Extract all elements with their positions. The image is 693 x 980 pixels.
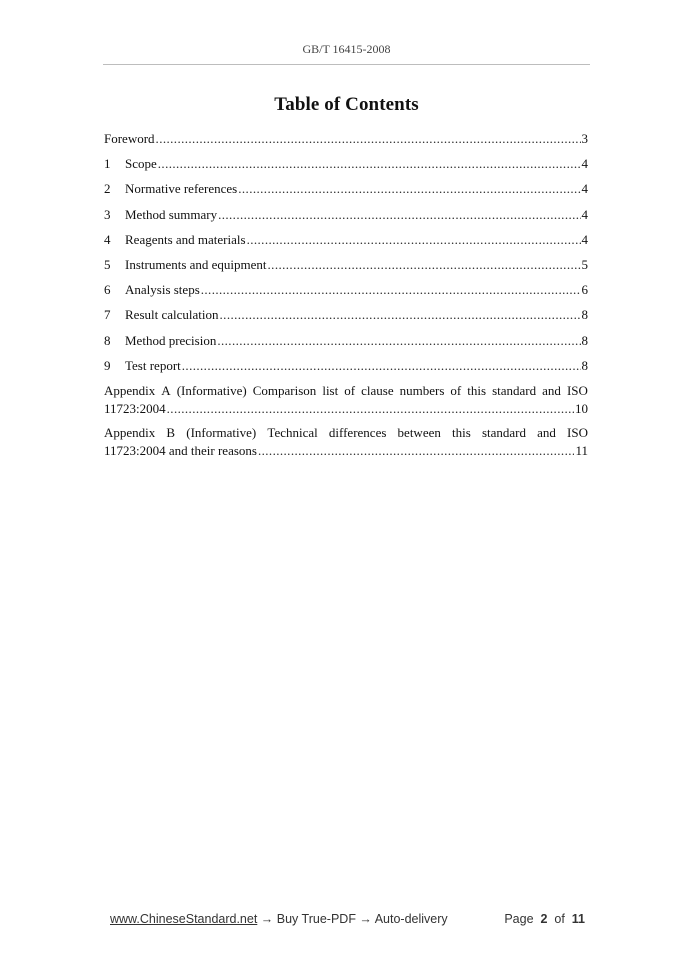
toc-entry-number: 3 bbox=[104, 206, 111, 222]
appendix-title-word: between bbox=[397, 424, 441, 440]
appendix-title-word: standard bbox=[492, 382, 537, 398]
toc-entry-page: 4 bbox=[581, 206, 588, 222]
page-title: Table of Contents bbox=[274, 94, 419, 115]
appendix-title-word: (Informative) bbox=[186, 424, 257, 440]
appendix-title-word: Appendix bbox=[104, 382, 156, 398]
toc-entry-title: Foreword bbox=[104, 131, 155, 146]
toc-entry[interactable] bbox=[104, 231, 588, 256]
toc-entry-title: Method precision bbox=[125, 332, 217, 348]
header-divider bbox=[103, 64, 590, 65]
appendix-title-word: of bbox=[450, 382, 462, 398]
toc-entry[interactable] bbox=[104, 206, 588, 231]
dot-leader bbox=[217, 332, 580, 350]
toc-entry-title: Scope bbox=[125, 156, 157, 172]
toc-entry-page: 4 bbox=[581, 156, 588, 172]
toc-entry-title: Reagents and materials bbox=[125, 231, 246, 247]
appendix-title-line bbox=[104, 382, 588, 400]
toc-entry-number: 7 bbox=[104, 307, 111, 323]
toc-entry[interactable] bbox=[104, 281, 588, 306]
appendix-title-word: B bbox=[166, 424, 176, 440]
toc-entry-number: 2 bbox=[104, 181, 111, 197]
toc-entry-page: 3 bbox=[581, 131, 588, 146]
toc-entry-number: 8 bbox=[104, 332, 111, 348]
appendix-title-word: and bbox=[542, 382, 561, 398]
toc-appendix-entry[interactable] bbox=[104, 424, 588, 461]
dot-leader bbox=[218, 206, 580, 224]
dot-leader bbox=[167, 400, 574, 418]
toc-entry-page: 11 bbox=[575, 442, 588, 458]
toc-entry-page: 10 bbox=[575, 400, 588, 416]
toc-entry-page: 4 bbox=[581, 231, 588, 247]
dot-leader bbox=[247, 231, 581, 249]
toc-entry[interactable] bbox=[104, 357, 588, 382]
appendix-title-continuation: 11723:2004 bbox=[104, 400, 166, 416]
toc-entry[interactable] bbox=[104, 180, 588, 205]
toc-entry-title: Instruments and equipment bbox=[125, 256, 267, 272]
toc-entry-title: Normative references bbox=[125, 181, 238, 197]
toc-entry[interactable] bbox=[104, 155, 588, 180]
toc-entry-number: 5 bbox=[104, 256, 111, 272]
toc-entry-page: 8 bbox=[581, 357, 588, 373]
toc-appendix-entry[interactable] bbox=[104, 382, 588, 419]
appendix-title-word: list bbox=[322, 382, 339, 398]
table-of-contents bbox=[104, 130, 588, 466]
toc-entry-title: Method summary bbox=[125, 206, 218, 222]
appendix-title-word: Appendix bbox=[104, 424, 156, 440]
appendix-title-word: numbers bbox=[399, 382, 445, 398]
toc-entry-page: 6 bbox=[581, 282, 588, 298]
toc-entry-number: 9 bbox=[104, 357, 111, 373]
dot-leader bbox=[220, 306, 581, 324]
toc-entry-number: 4 bbox=[104, 231, 111, 247]
page-number: Page 2 of 11 bbox=[504, 912, 585, 926]
appendix-title-word: Comparison bbox=[252, 382, 317, 398]
toc-entry-number: 1 bbox=[104, 156, 111, 172]
promo-text: → Buy True-PDF → Auto-delivery bbox=[260, 912, 448, 926]
dot-leader bbox=[258, 442, 575, 460]
dot-leader bbox=[182, 357, 581, 375]
appendix-title-word: clause bbox=[361, 382, 394, 398]
appendix-title-word: differences bbox=[328, 424, 387, 440]
toc-entry-page: 4 bbox=[581, 181, 588, 197]
toc-entry[interactable] bbox=[104, 332, 588, 357]
toc-entry-title: Result calculation bbox=[125, 307, 219, 323]
appendix-title-word: of bbox=[344, 382, 356, 398]
appendix-title-word: (Informative) bbox=[176, 382, 247, 398]
toc-entry-title: Analysis steps bbox=[125, 282, 200, 298]
dot-leader bbox=[156, 130, 581, 148]
dot-leader bbox=[238, 180, 580, 198]
appendix-title-continuation: 11723:2004 and their reasons bbox=[104, 442, 257, 458]
appendix-title-word: standard bbox=[481, 424, 526, 440]
toc-entry-title: Test report bbox=[125, 357, 181, 373]
toc-entry-page: 8 bbox=[581, 307, 588, 323]
appendix-title-word: this bbox=[467, 382, 487, 398]
appendix-title-word: Technical bbox=[267, 424, 318, 440]
appendix-title-word: and bbox=[537, 424, 556, 440]
appendix-title-word: ISO bbox=[566, 382, 588, 398]
dot-leader bbox=[201, 281, 581, 299]
appendix-title-line bbox=[104, 424, 588, 442]
dot-leader bbox=[268, 256, 581, 274]
toc-entry-page: 8 bbox=[581, 332, 588, 348]
page-footer bbox=[110, 912, 585, 926]
toc-entry-number: 6 bbox=[104, 282, 111, 298]
document-code: GB/T 16415-2008 bbox=[302, 42, 391, 56]
dot-leader bbox=[158, 155, 581, 173]
site-link[interactable]: www.ChineseStandard.net bbox=[110, 912, 258, 926]
toc-entry[interactable] bbox=[104, 306, 588, 331]
appendix-title-word: A bbox=[161, 382, 171, 398]
toc-entry[interactable] bbox=[104, 130, 588, 155]
toc-entry-page: 5 bbox=[581, 256, 588, 272]
footer-promo bbox=[110, 912, 448, 926]
appendix-title-word: ISO bbox=[567, 424, 588, 440]
toc-entry[interactable] bbox=[104, 256, 588, 281]
appendix-title-word: this bbox=[452, 424, 471, 440]
